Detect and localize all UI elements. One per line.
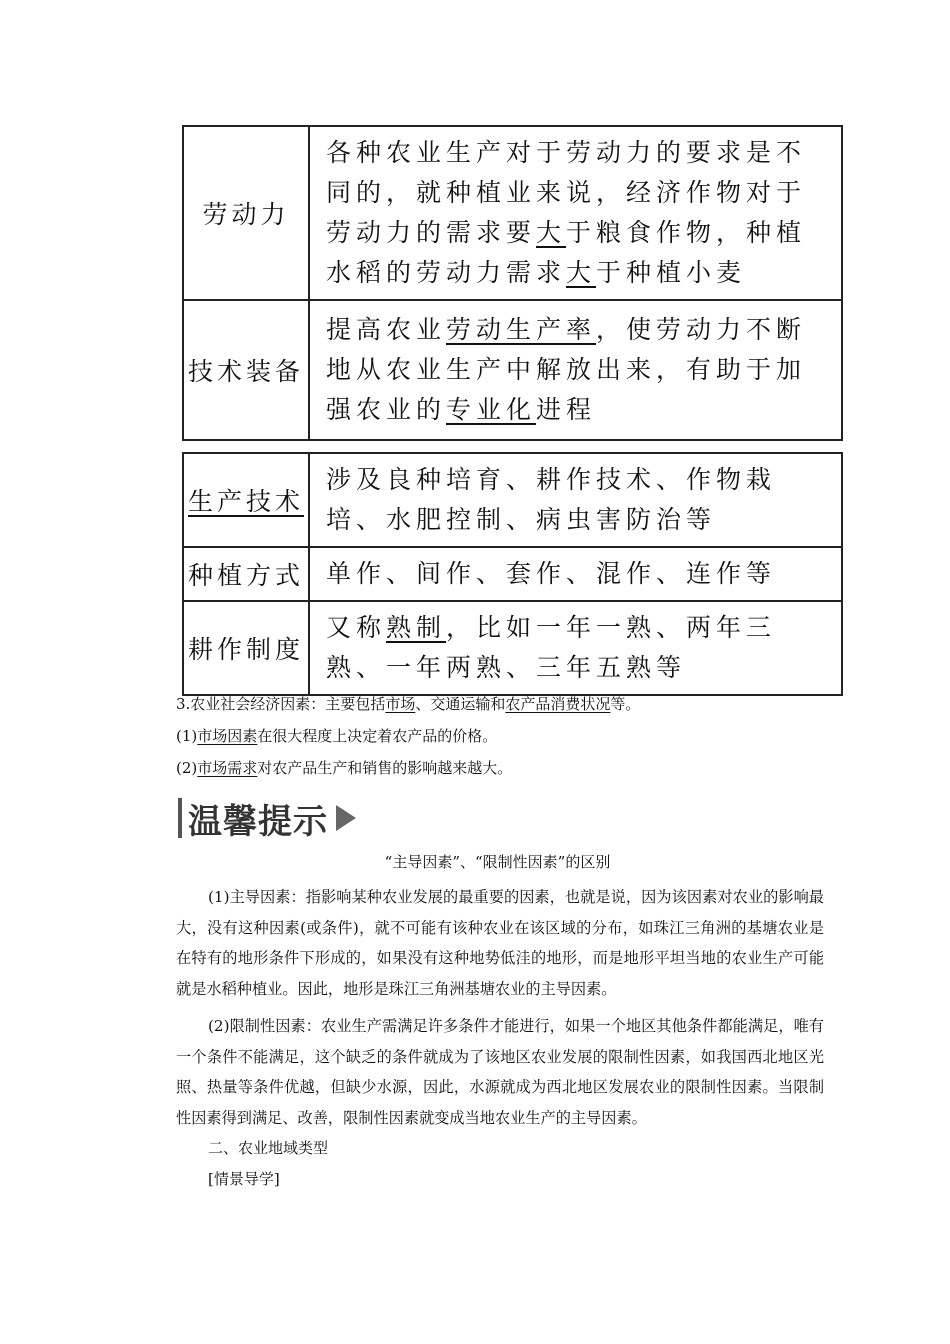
row-content: 单作、间作、套作、混作、连作等 <box>309 547 842 601</box>
table-row <box>183 300 842 440</box>
section-subheading: [情景导学] <box>208 1170 280 1188</box>
dominant-factor-paragraph: (1)主导因素：指影响某种农业发展的最重要的因素，也就是说，因为该因素对农业的影响最大，没有这种因素(或条件)，就不可能有该种农业在该区域的分布，如珠江三角洲的基塘农业是在特有的地形条件下形成的，如果没有这种地势低洼的地形，而是地形平坦当地的农业生产可能就是水稻种植业。因此，地形是珠江三角洲基塘农业的主导因素。 <box>176 888 824 998</box>
keyword-underlined: 大 <box>536 218 567 247</box>
keyword-underlined: 熟制 <box>386 613 447 642</box>
table-row <box>183 126 842 300</box>
keyword-underlined: 专业化 <box>446 395 537 424</box>
row-label: 劳动力 <box>183 126 309 300</box>
table-row <box>183 547 842 601</box>
limiting-factor-paragraph: (2)限制性因素：农业生产需满足许多条件才能进行，如果一个地区其他条件都能满足，唯有一个条件不能满足，这个缺乏的条件就成为了该地区农业发展的限制性因素，如我国西北地区光照、热量等条件优越，但缺少水源，因此，水源就成为西北地区发展农业的限制性因素。当限制性因素得到满足、改善，限制性因素就变成当地农业生产的主导因素。 <box>176 1017 824 1127</box>
row-label <box>183 453 309 547</box>
arrow-right-icon <box>336 805 356 831</box>
row-label: 种植方式 <box>183 547 309 601</box>
market-demand-line: (2)市场需求对农产品生产和销售的影响越来越大。 <box>176 759 513 777</box>
section-heading: 二、农业地域类型 <box>208 1139 329 1157</box>
keyword-underlined: 生产技术 <box>187 487 304 516</box>
table-row <box>183 601 842 695</box>
factor-table-labor-tech <box>182 125 843 441</box>
keyword-underlined: 农产品消费状况 <box>505 695 611 713</box>
tip-subtitle: “主导因素”、“限制性因素”的区别 <box>384 853 611 871</box>
keyword-underlined: 大 <box>566 258 597 287</box>
tip-bar-decoration <box>178 798 182 838</box>
econ-factors-line: 3.农业社会经济因素：主要包括市场、交通运输和农产品消费状况等。 <box>176 695 641 713</box>
keyword-underlined: 劳动生产率 <box>446 315 597 344</box>
tip-heading <box>178 796 356 840</box>
tip-title: 温馨提示 <box>188 801 328 842</box>
keyword-underlined: 市场 <box>385 695 416 713</box>
market-factor-line: (1)市场因素在很大程度上决定着农产品的价格。 <box>176 727 498 745</box>
factor-table-technology <box>182 452 843 696</box>
table-row <box>183 453 842 547</box>
row-content: 涉及良种培育、耕作技术、作物栽培、水肥控制、病虫害防治等 <box>309 453 842 547</box>
row-content: 又称熟制，比如一年一熟、两年三熟、一年两熟、三年五熟等 <box>309 601 842 695</box>
keyword-underlined: 市场因素 <box>197 727 258 745</box>
row-label: 技术装备 <box>183 300 309 440</box>
keyword-underlined: 市场需求 <box>197 759 258 777</box>
row-content: 各种农业生产对于劳动力的要求是不同的，就种植业来说，经济作物对于劳动力的需求要大于粮食作物，种植水稻的劳动力需求大于种植小麦 <box>309 126 842 300</box>
row-content: 提高农业劳动生产率，使劳动力不断地从农业生产中解放出来，有助于加强农业的专业化进程 <box>309 300 842 440</box>
row-label: 耕作制度 <box>183 601 309 695</box>
